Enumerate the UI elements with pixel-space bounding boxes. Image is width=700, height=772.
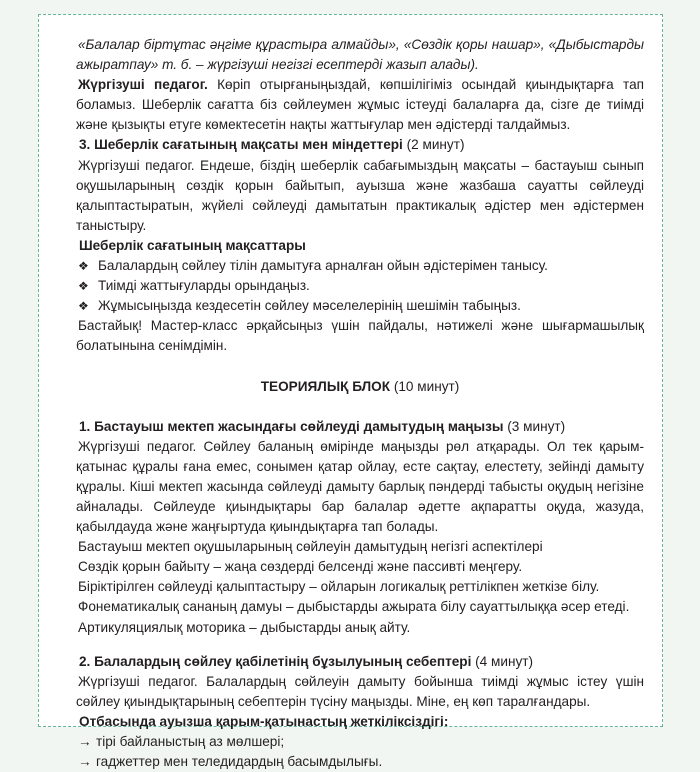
- family-text: тірі байланыстың аз мөлшері;: [96, 734, 285, 749]
- goal-text: Жұмысыңызда кездесетін сөйлеу мәселелерінің шешімін табыңыз.: [98, 298, 521, 314]
- diamond-bullet-icon: ❖: [78, 259, 89, 274]
- aspect-line: Артикуляциялық моторика – дыбыстарды анық айту.: [78, 619, 411, 635]
- section-1-heading: [79, 417, 644, 437]
- heading-duration: (4 минут): [471, 653, 534, 669]
- heading-text: 3. Шеберлік сағатының мақсаты мен міндеттері: [79, 137, 403, 153]
- block-title: [76, 377, 644, 397]
- diamond-bullet-icon: ❖: [78, 299, 89, 314]
- paragraph-4: Жүргізуші педагог. Сөйлеу баланың өмірінде маңызды рөл атқарады. Ол тек қарым-қатынас құралы ғана емес, сонымен қатар ойлау, есте сақтау, елестету, зейінді дамыту құралы. Кіші мектеп жасында сөйлеуді дамыту барлық пәндерді табысты оқудың негізіне айналады. Сөйлеуде қиындықтары бар балалар әдетте ақпаратты оқуда, жазуда, қабылдауда және жаңғыртуда қиындықтарға тап болады.: [76, 438, 644, 535]
- aspect-line: Бастауыш мектеп оқушыларының сөйлеуін дамытудың негізгі аспектілері: [78, 539, 543, 555]
- family-heading: Отбасында ауызша қарым-қатынастың жеткіліксіздігі:: [79, 713, 449, 729]
- block-title-duration: (10 минут): [390, 378, 460, 394]
- paragraph-2: Жүргізуші педагог. Ендеше, біздің шеберлік сабағымыздың мақсаты – бастауыш сынып оқушыларының сөздік қорын байытып, ауызша және жазбаша сауатты сөйлеуді қалыптастыратын, жүйелі сөйлеуді дамытатын практикалық әдістер мен әдістермен таныстыру.: [76, 157, 644, 233]
- block-title-text: ТЕОРИЯЛЫҚ БЛОК: [260, 378, 391, 394]
- paragraph-text: Көріп отырғаныңыздай, көпшілігіміз осындай қиындықтарға тап боламыз. Шеберлік сағатта біз сөйлеумен жұмыс істеуді балаларға да, сізге де тиімді және қызықты етуге көмектесетін нақты жаттығулар мен әдістерді талдаймыз.: [76, 77, 644, 133]
- goal-item: [78, 276, 644, 296]
- goal-item: [78, 296, 644, 316]
- aspect-line: Фонематикалық сананың дамуы – дыбыстарды ажырата білу сауаттылыққа әсер етеді.: [78, 599, 630, 615]
- goals-heading: Шеберлік сағатының мақсаттары: [79, 237, 306, 253]
- paragraph-5: Жүргізуші педагог. Балалардың сөйлеуін дамыту бойынша тиімді жұмыс істеу үшін сөйлеу қиындықтарының себептерін түсіну маңызды. Міне, ең көп таралғандары.: [76, 673, 644, 709]
- paragraph-3: Бастайық! Мастер-класс әрқайсыңыз үшін пайдалы, нәтижелі және шығармашылық болатынына сенімдімін.: [76, 318, 644, 354]
- family-text: гаджеттер мен теледидардың басымдылығы.: [96, 754, 383, 770]
- right-arrow-icon: →: [78, 754, 92, 770]
- goal-item: [78, 256, 644, 276]
- goal-text: Тиімді жаттығуларды орындаңыз.: [98, 278, 310, 294]
- family-item: [78, 752, 644, 772]
- heading-duration: (3 минут): [503, 418, 566, 434]
- family-item: [78, 732, 644, 752]
- goal-text: Балалардың сөйлеу тілін дамытуға арналған ойын әдістерімен танысу.: [98, 258, 548, 274]
- section-2-heading: [79, 652, 644, 672]
- speaker-label: Жүргізуші педагог.: [78, 77, 208, 93]
- aspect-line: Біріктірілген сөйлеуді қалыптастыру – ойларын логикалық реттілікпен жеткізе білу.: [78, 579, 600, 595]
- heading-duration: (2 минут): [402, 137, 465, 153]
- right-arrow-icon: →: [78, 734, 92, 749]
- intro-italic: «Балалар біртұтас әңгіме құрастыра алмайды», «Сөздік қоры нашар», «Дыбыстарды ажыратпау» т. б. – жүргізуші негізгі есептерді жазып алады).: [76, 37, 644, 73]
- paragraph-1: [76, 75, 644, 135]
- heading-text: 2. Балалардың сөйлеу қабілетінің бұзылуының себептері: [79, 653, 472, 669]
- aspect-line: Сөздік қорын байыту – жаңа сөздерді белсенді және пассивті меңгеру.: [78, 559, 523, 575]
- document-body: [76, 35, 644, 772]
- diamond-bullet-icon: ❖: [78, 279, 89, 294]
- heading-text: 1. Бастауыш мектеп жасындағы сөйлеуді дамытудың маңызы: [79, 418, 504, 434]
- section-3-heading: [79, 135, 644, 155]
